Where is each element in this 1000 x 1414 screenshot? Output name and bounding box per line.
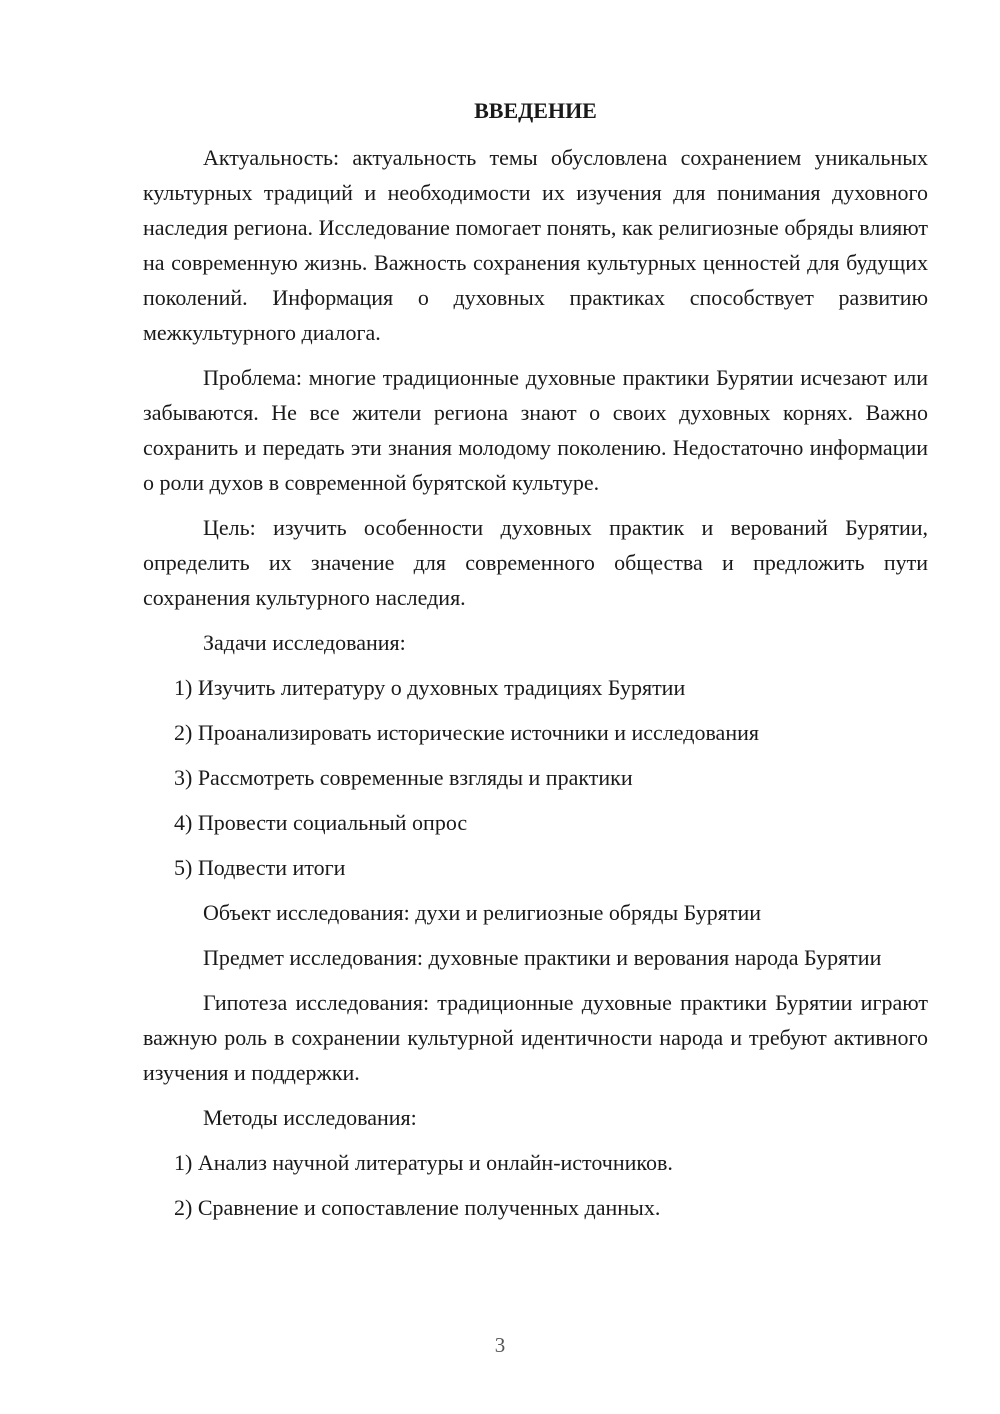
task-item-3: 3) Рассмотреть современные взгляды и практики <box>174 765 633 790</box>
methods-heading: Методы исследования: <box>203 1105 417 1130</box>
page-number: 3 <box>494 1333 506 1357</box>
relevance-paragraph: Актуальность: актуальность темы обусловлена сохранением уникальных культурных традиций и необходимости их изучения для понимания духовного наследия региона. Исследование помогает понять, как религиозные обряды влияют на современную жизнь. Важность сохранения культурных ценностей для будущих поколений. Информация о духовных практиках способствует развитию межкультурного диалога. <box>143 145 928 345</box>
task-item-5: 5) Подвести итоги <box>174 855 346 880</box>
document-page <box>143 96 928 1235</box>
subject-paragraph: Предмет исследования: духовные практики и верования народа Бурятии <box>203 945 882 970</box>
task-item-2: 2) Проанализировать исторические источники и исследования <box>174 720 759 745</box>
page-title: ВВЕДЕНИЕ <box>474 98 597 123</box>
task-item-4: 4) Провести социальный опрос <box>174 810 468 835</box>
tasks-heading: Задачи исследования: <box>203 630 406 655</box>
method-item-1: 1) Анализ научной литературы и онлайн-источников. <box>174 1150 673 1175</box>
method-item-2: 2) Сравнение и сопоставление полученных данных. <box>174 1195 661 1220</box>
object-line: Объект исследования: духи и религиозные обряды Бурятии <box>203 900 761 925</box>
hypothesis-paragraph: Гипотеза исследования: традиционные духовные практики Бурятии играют важную роль в сохранении культурной идентичности народа и требуют активного изучения и поддержки. <box>143 990 928 1085</box>
goal-paragraph: Цель: изучить особенности духовных практик и верований Бурятии, определить их значение для современного общества и предложить пути сохранения культурного наследия. <box>143 515 928 610</box>
problem-paragraph: Проблема: многие традиционные духовные практики Бурятии исчезают или забываются. Не все жители региона знают о своих духовных корнях. Важно сохранить и передать эти знания молодому поколению. Недостаточно информации о роли духов в современной бурятской культуре. <box>143 365 928 495</box>
task-item-1: 1) Изучить литературу о духовных традициях Бурятии <box>174 675 686 700</box>
